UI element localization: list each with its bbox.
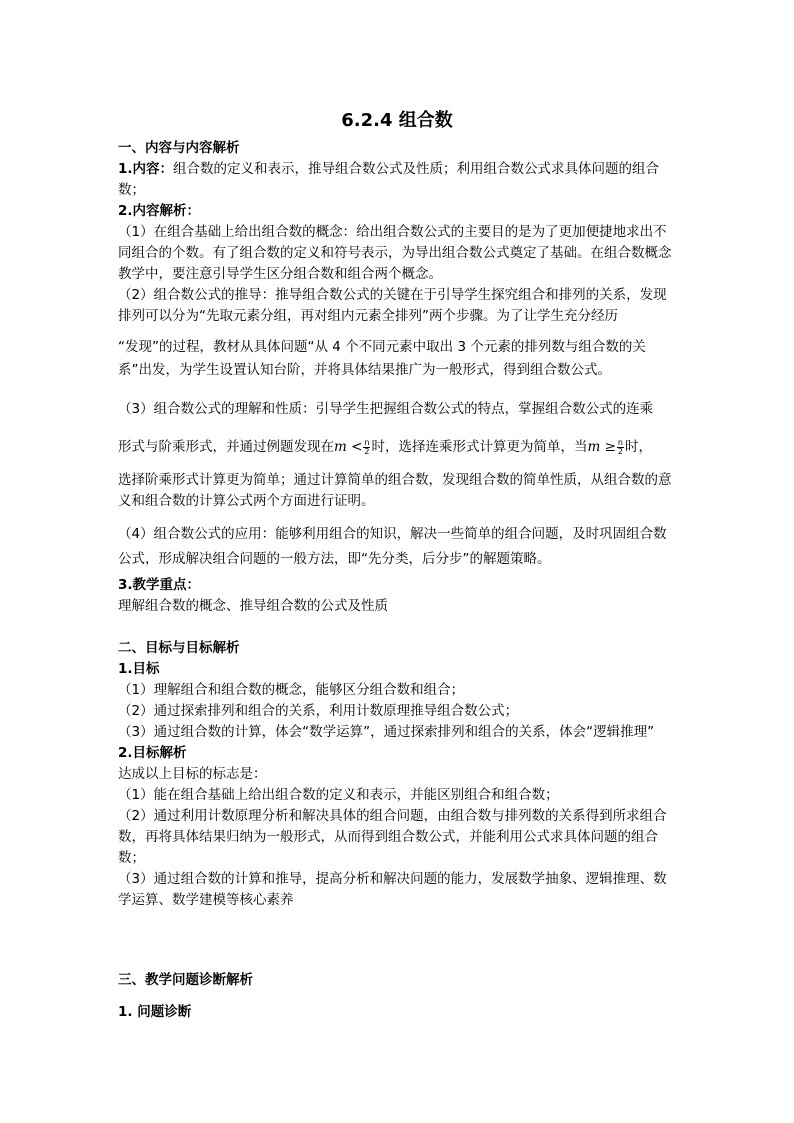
paragraph-label: 2.内容解析： [118,203,201,219]
section-1-item4 [118,522,678,572]
section-3 [118,970,678,991]
page-title: 6.2.4 组合数 [341,110,453,131]
section-1-item3-formula-line [118,437,678,458]
text: 时，选择连乘形式计算更为简单，当 [371,439,588,455]
section-heading: 三、教学问题诊断解析 [118,972,253,988]
fraction-numerator: n [364,437,370,447]
paragraph-label: 1.内容： [118,161,174,177]
text: 时， [624,439,652,455]
list-item: （3）通过组合数的计算，体会“数学运算”，通过探索排列和组合的关系，体会“逻辑推理” [118,724,655,740]
list-item: （2）通过利用计数原理分析和解决具体的组合问题，由组合数与排列数的关系得到所求组合数，再将具体结果归纳为一般形式，从而得到组合数公式，并能利用公式求具体问题的组合数； [118,808,667,866]
list-item-continued: “发现”的过程，教材从具体问题“从 4 个不同元素中取出 3 个元素的排列数与组合数的关系”出发，为学生设置认知台阶，并将具体结果推广为一般形式，得到组合数公式。 [118,339,646,378]
section-heading: 一、内容与内容解析 [118,140,240,156]
list-item: （4）组合数公式的应用：能够利用组合的知识，解决一些简单的组合问题，及时巩固组合数公式，形成解决组合问题的一般方法，即“先分类，后分步”的解题策略。 [118,526,667,567]
list-item: （1）理解组合和组合数的概念，能够区分组合数和组合； [118,682,465,698]
section-3-sub [118,1002,678,1023]
section-1-item3-end [118,470,678,512]
fraction [617,439,624,456]
paragraph-text: 达成以上目标的标志是： [118,766,267,782]
section-2 [118,638,678,911]
list-item: （1）能在组合基础上给出组合数的定义和表示，并能区别组合和组合数； [118,787,559,803]
section-1-item3 [118,399,678,420]
fraction [363,439,370,456]
formula-line [118,437,678,458]
section-1-focus [118,575,678,617]
fraction-numerator: n [617,437,623,447]
list-item-continued: 选择阶乘形式计算更为简单；通过计算简单的组合数，发现组合数的简单性质，从组合数的意义和组合数的计算公式两个方面进行证明。 [118,472,672,509]
paragraph-label: 3.教学重点： [118,577,201,593]
paragraph-label: 1. 问题诊断 [118,1004,192,1020]
list-item: （2）通过探索排列和组合的关系，利用计数原理推导组合数公式； [118,703,519,719]
list-item: （1）在组合基础上给出组合数的概念：给出组合数公式的主要目的是为了更加便捷地求出不同组合的个数。有了组合数的定义和符号表示，为导出组合数公式奠定了基础。在组合数概念教学中，要注意引导学生区分组合数和组合两个概念。 [118,224,672,282]
section-heading: 二、目标与目标解析 [118,640,240,656]
text: 形式与阶乘形式，并通过例题发现在 [118,439,334,455]
paragraph-text: 理解组合数的概念、推导组合数的公式及性质 [118,598,388,614]
paragraph-label: 2.目标解析 [118,745,187,761]
section-1 [118,138,678,327]
math-expression: m < [334,439,363,455]
fraction-denominator: 2 [617,446,623,456]
section-1-continued [118,336,678,382]
list-item: （3）组合数公式的理解和性质：引导学生把握组合数公式的特点，掌握组合数公式的连乘 [118,401,654,417]
paragraph [118,159,678,201]
fraction-denominator: 2 [364,446,370,456]
list-item: （2）组合数公式的推导：推导组合数公式的关键在于引导学生探究组合和排列的关系，发现排列可以分为“先取元素分组，再对组内元素全排列”两个步骤。为了让学生充分经历 [118,287,667,324]
math-expression: m ≥ [587,439,616,455]
list-item: （3）通过组合数的计算和推导，提高分析和解决问题的能力，发展数学抽象、逻辑推理、数学运算、数学建模等核心素养 [118,871,667,908]
paragraph-text: 组合数的定义和表示，推导组合数公式及性质；利用组合数公式求具体问题的组合数； [118,161,660,198]
paragraph-label: 1.目标 [118,661,160,677]
